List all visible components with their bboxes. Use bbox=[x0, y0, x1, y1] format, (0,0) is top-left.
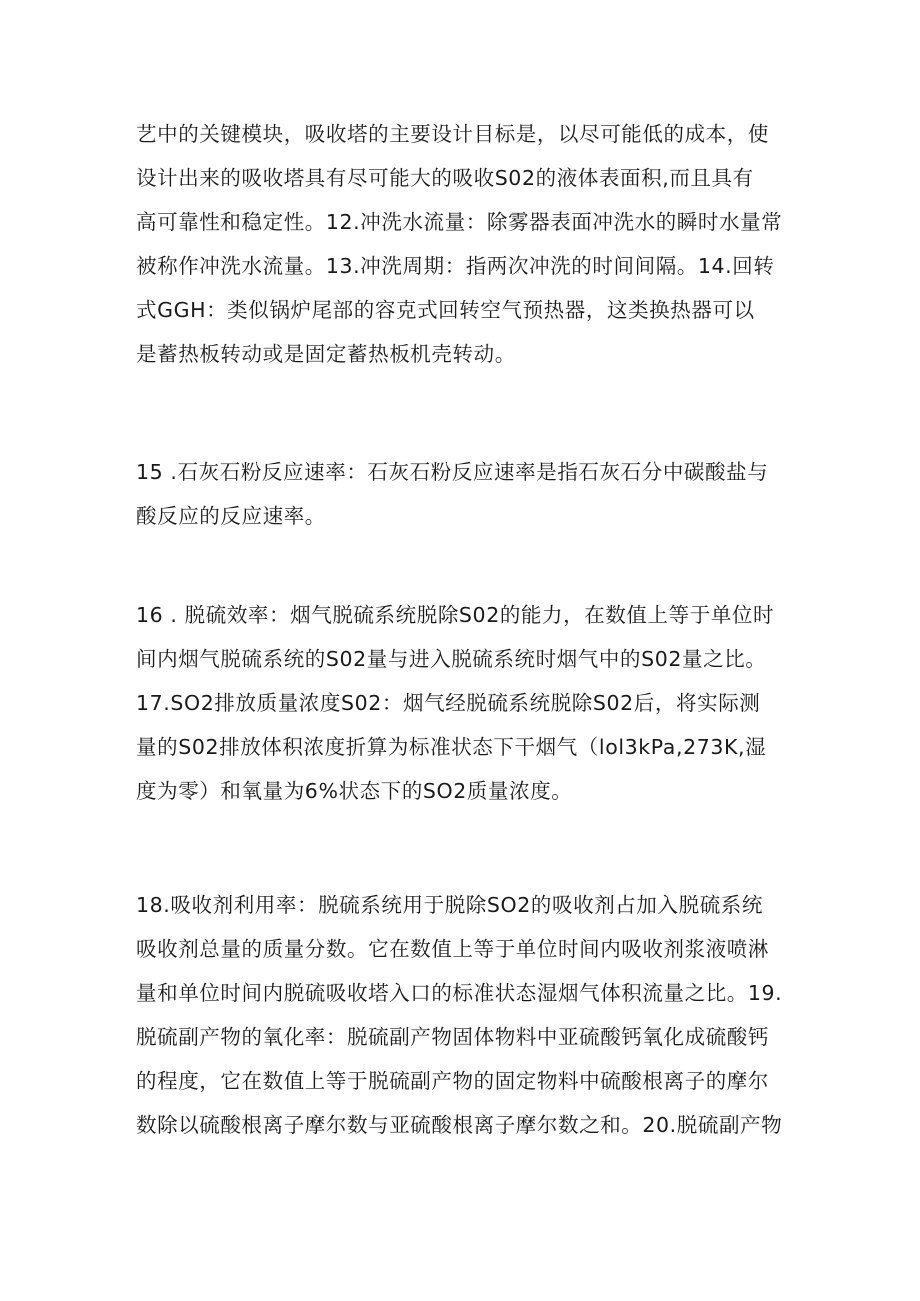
text-line: 高可靠性和稳定性。12.冲洗水流量：除雾器表面冲洗水的瞬时水量常 bbox=[136, 210, 783, 234]
text-line: 量和单位时间内脱硫吸收塔入口的标准状态湿烟气体积流量之比。19. bbox=[136, 981, 783, 1005]
text-line: 18.吸收剂利用率：脱硫系统用于脱除SO2的吸收剂占加入脱硫系统 bbox=[136, 893, 763, 917]
paragraph-terms-11-14 bbox=[136, 112, 796, 376]
text-line: 艺中的关键模块，吸收塔的主要设计目标是，以尽可能低的成本，使 bbox=[136, 122, 769, 146]
paragraph-terms-18-20 bbox=[136, 883, 796, 1147]
text-line: 是蓄热板转动或是固定蓄热板机壳转动。 bbox=[136, 342, 516, 366]
text-line: 量的S02排放体积浓度折算为标准状态下干烟气（lol3kPa,273K,湿 bbox=[136, 735, 767, 759]
text-line: 被称作冲洗水流量。13.冲洗周期：指两次冲洗的时间间隔。14.回转 bbox=[136, 254, 775, 278]
text-line: 15 .石灰石粉反应速率：石灰石粉反应速率是指石灰石分中碳酸盐与 bbox=[136, 460, 769, 484]
text-line: 16 . 脱硫效率：烟气脱硫系统脱除S02的能力，在数值上等于单位时 bbox=[136, 603, 775, 627]
paragraph-term-15 bbox=[136, 450, 796, 538]
text-line: 酸反应的反应速率。 bbox=[136, 504, 326, 528]
text-line: 设计出来的吸收塔具有尽可能大的吸收S02的液体表面积,而且具有 bbox=[136, 166, 754, 190]
paragraph-terms-16-17 bbox=[136, 593, 796, 813]
text-line: 数除以硫酸根离子摩尔数与亚硫酸根离子摩尔数之和。20.脱硫副产物 bbox=[136, 1113, 783, 1137]
text-line: 17.SO2排放质量浓度S02：烟气经脱硫系统脱除S02后，将实际测 bbox=[136, 691, 761, 715]
text-line: 式GGH：类似锅炉尾部的容克式回转空气预热器，这类换热器可以 bbox=[136, 298, 755, 322]
text-line: 的程度，它在数值上等于脱硫副产物的固定物料中硫酸根离子的摩尔 bbox=[136, 1069, 769, 1093]
text-line: 度为零）和氧量为6%状态下的SO2质量浓度。 bbox=[136, 779, 573, 803]
text-line: 脱硫副产物的氧化率：脱硫副产物固体物料中亚硫酸钙氧化成硫酸钙 bbox=[136, 1025, 769, 1049]
text-line: 间内烟气脱硫系统的S02量与进入脱硫系统时烟气中的S02量之比。 bbox=[136, 647, 767, 671]
text-line: 吸收剂总量的质量分数。它在数值上等于单位时间内吸收剂浆液喷淋 bbox=[136, 937, 769, 961]
